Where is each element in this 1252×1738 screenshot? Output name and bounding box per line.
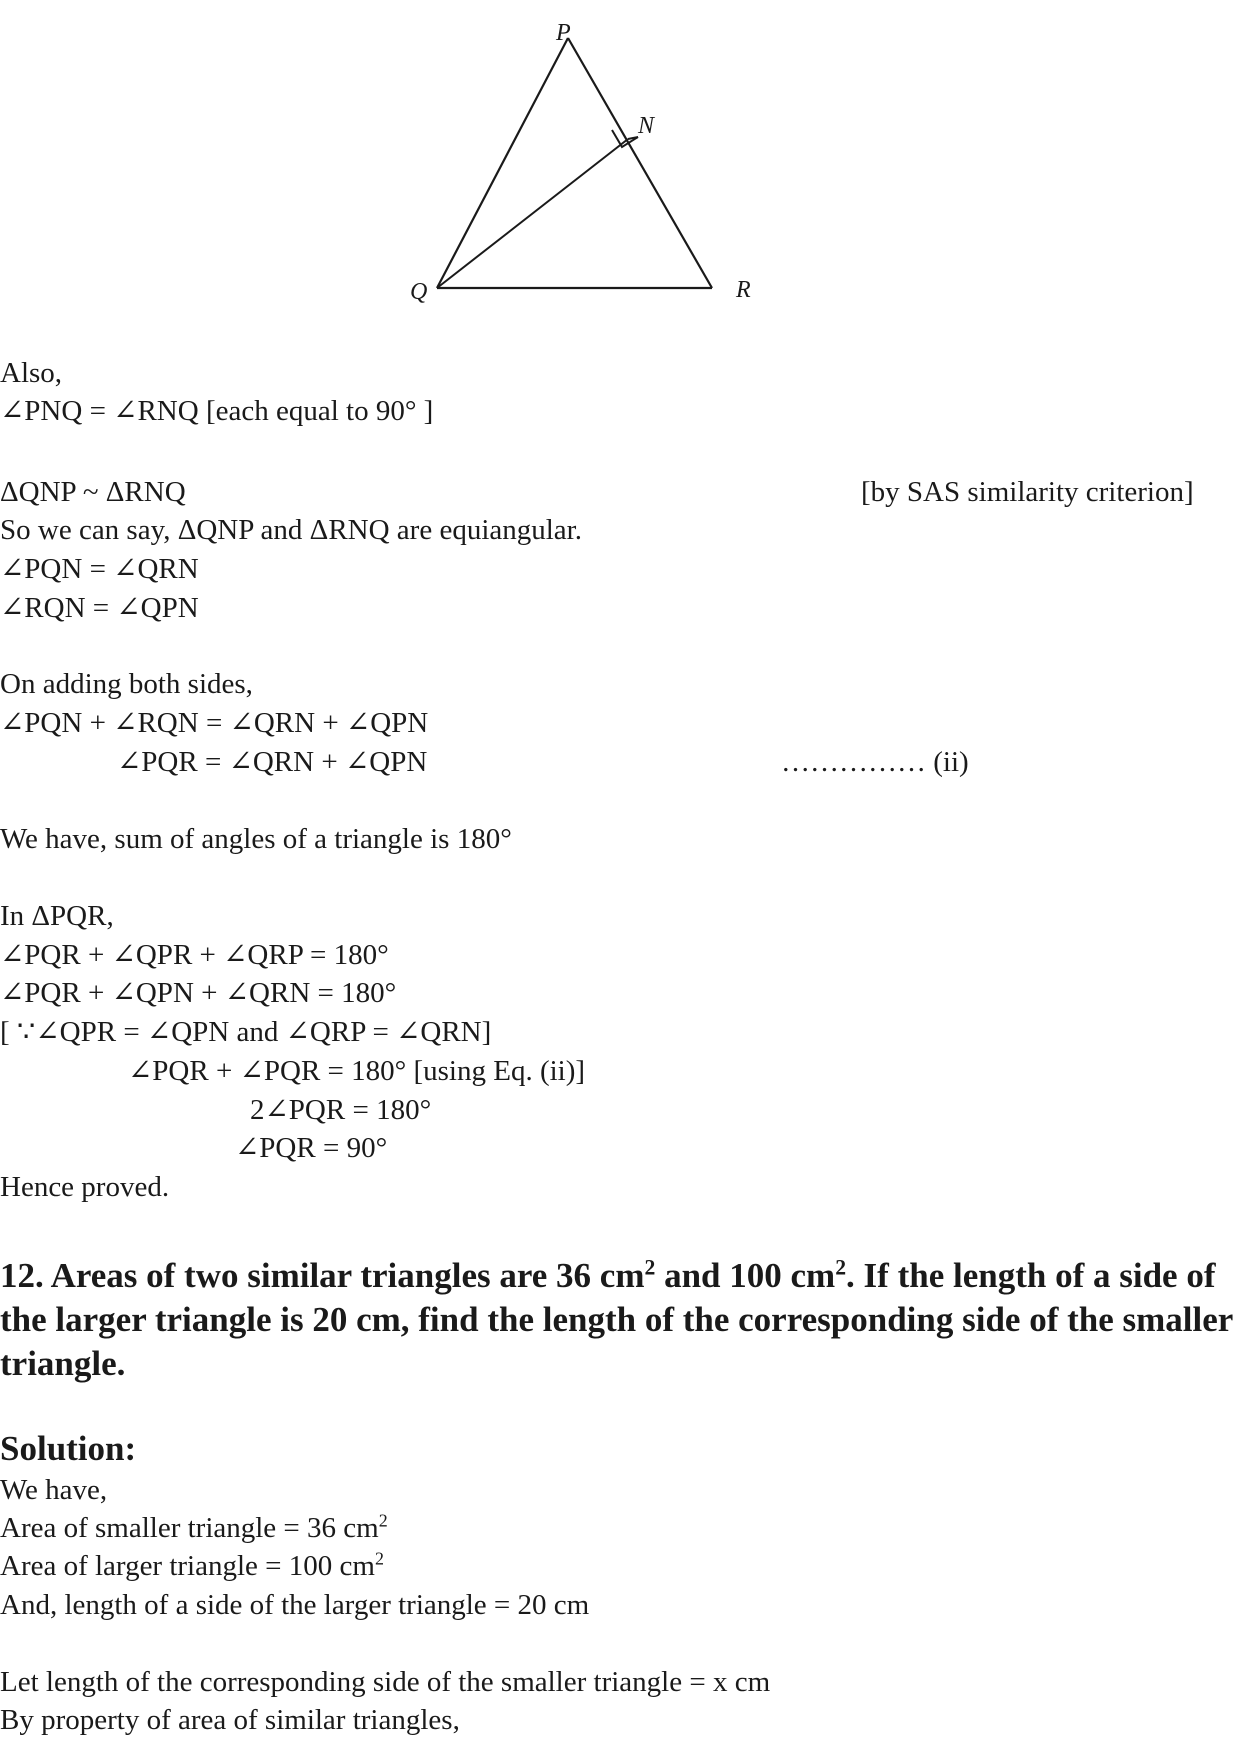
label-q: Q [410,279,428,305]
small-area-text: Area of smaller triangle = 36 cm [0,1512,379,1544]
text-adding: On adding both sides, [0,668,253,700]
text-eq2: ∠RQN = ∠QPN [0,592,199,624]
text-t6: ∠PQR = 90° [235,1132,388,1164]
triangle-pqr-figure [410,0,880,320]
text-t2: ∠PQR + ∠QPN + ∠QRN = 180° [0,977,397,1009]
text-in-tri: In ΔPQR, [0,900,114,932]
text-also: Also, [0,357,63,389]
perpendicular-qn [437,139,628,288]
text-t4: ∠PQR + ∠PQR = 180° [using Eq. (ii)] [128,1055,586,1087]
q12-part3: . If the length of a side of the larger triangle is 20 cm, find the length of the corresponding side of the smaller triangle. [0,1256,1233,1383]
large-area-text: Area of larger triangle = 100 cm [0,1550,375,1582]
text-angle-sum: We have, sum of angles of a triangle is 180° [0,823,512,855]
question-12-heading [0,1254,1252,1386]
text-we-have: We have, [0,1474,108,1506]
small-area-sup: 2 [378,1510,388,1531]
text-sum2-tag: …………… (ii) [781,746,969,778]
side-pr [568,38,712,288]
large-area-sup: 2 [374,1548,384,1569]
text-similar-reason: [by SAS similarity criterion] [861,476,1194,508]
label-r: R [736,277,751,303]
text-large-area [0,1549,384,1583]
text-equiangular: So we can say, ΔQNP and ΔRNQ are equiangular. [0,514,582,546]
label-p: P [556,20,571,46]
text-t1: ∠PQR + ∠QPR + ∠QRP = 180° [0,939,389,971]
text-eq1: ∠PQN = ∠QRN [0,553,199,585]
text-t3: [ ∵∠QPR = ∠QPN and ∠QRP = ∠QRN] [0,1016,492,1048]
q12-part1: 12. Areas of two similar triangles are 36 cm [0,1256,645,1295]
q12-sup2: 2 [835,1255,847,1280]
text-t5: 2∠PQR = 180° [250,1094,432,1126]
text-small-area [0,1511,388,1545]
q12-part2: and 100 cm [655,1256,836,1295]
text-side: And, length of a side of the larger triangle = 20 cm [0,1589,590,1621]
side-pq [437,38,568,288]
label-n: N [638,113,655,139]
q12-sup1: 2 [644,1255,656,1280]
text-proved: Hence proved. [0,1171,170,1203]
text-sum1: ∠PQN + ∠RQN = ∠QRN + ∠QPN [0,707,429,739]
solution-title: Solution: [0,1429,137,1468]
text-angle-eq: ∠PNQ = ∠RNQ [each equal to 90° ] [0,395,434,427]
text-similar: ΔQNP ~ ΔRNQ [0,476,186,508]
text-sum2: ∠PQR = ∠QRN + ∠QPN [117,746,428,778]
text-let: Let length of the corresponding side of the smaller triangle = x cm [0,1666,771,1698]
text-property: By property of area of similar triangles, [0,1704,460,1736]
